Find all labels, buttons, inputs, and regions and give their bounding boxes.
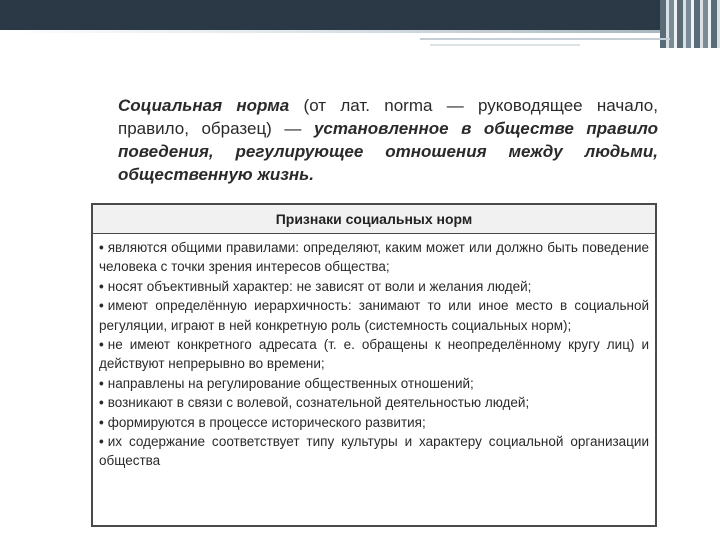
- list-item: • возникают в связи с волевой, сознательной деятельностью людей;: [99, 395, 530, 411]
- definition-paragraph: [118, 94, 658, 186]
- signs-table: [91, 203, 657, 527]
- bullet-icon: •: [99, 395, 104, 411]
- signs-table-title: Признаки социальных норм: [93, 205, 655, 234]
- list-item: • не имеют конкретного адресата (т. е. обращены к неопределённому кругу лиц) и действуют непрерывно во времени;: [99, 337, 649, 372]
- slide-header-band: [0, 0, 720, 30]
- bullet-icon: •: [99, 375, 104, 391]
- list-item: • являются общими правилами: определяют, каким может или должно быть поведение человека с точки зрения интересов общества;: [99, 240, 649, 275]
- bullet-icon: •: [99, 434, 104, 450]
- list-item: • направлены на регулирование общественных отношений;: [99, 375, 474, 391]
- slide-corner-decoration: [660, 0, 720, 48]
- list-item: • имеют определённую иерархичность: занимают то или иное место в социальной регуляции, играют в ней конкретную роль (системность социальных норм);: [99, 298, 649, 333]
- bullet-icon: •: [99, 240, 104, 255]
- bullet-icon: •: [99, 298, 104, 314]
- list-item: • их содержание соответствует типу культуры и характеру социальной организации общества: [99, 434, 649, 469]
- signs-list: [93, 234, 655, 471]
- definition-origin: (от лат. norma — руководящее начало, правило, образец) —: [118, 96, 658, 138]
- list-item: • носят объективный характер: не зависят от воли и желания людей;: [99, 278, 532, 294]
- slide-accent-line-secondary: [420, 38, 670, 40]
- slide-accent-line: [0, 30, 660, 33]
- bullet-icon: •: [99, 337, 104, 353]
- bullet-icon: •: [99, 278, 104, 294]
- list-item: • формируются в процессе исторического развития;: [99, 414, 426, 430]
- bullet-icon: •: [99, 414, 104, 430]
- definition-meaning: установленное в обществе правило поведения, регулирующее отношения между людьми, общественную жизнь.: [118, 119, 658, 184]
- definition-term: Социальная норма: [118, 96, 290, 115]
- slide-accent-line-tertiary: [430, 44, 580, 46]
